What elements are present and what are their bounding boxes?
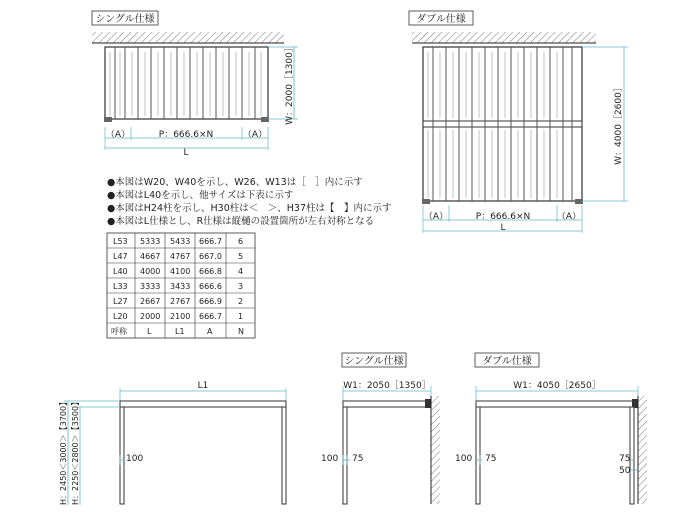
table-cell: L27 (113, 297, 128, 306)
table-cell: 3333 (140, 282, 161, 291)
double-p-label: P：666.6×N (475, 212, 531, 222)
table-cell: 2100 (170, 312, 191, 321)
table-cell: L47 (113, 252, 128, 261)
double-center-beam (423, 121, 582, 127)
table-cell: 3433 (170, 282, 191, 291)
double-w-label: W：4000［2600］ (614, 83, 624, 165)
table-cell: 2 (238, 297, 244, 306)
table-cell: 5 (238, 252, 244, 261)
double-plan-view (409, 11, 628, 233)
double-a-left: （A） (423, 212, 449, 222)
table-cell: 666.8 (199, 267, 222, 276)
single-a-right: （A） (242, 130, 268, 140)
double-front-75a: 75 (485, 454, 497, 464)
table-cell: 666.7 (199, 237, 222, 246)
single-a-left: （A） (105, 130, 131, 140)
double-front-50: 50 (619, 466, 631, 476)
double-front-75b: 75 (619, 454, 631, 464)
single-tag: シングル仕様 (95, 14, 155, 25)
single-w-label: W：2000［1300］ (285, 43, 295, 125)
table-cell: 2767 (170, 297, 191, 306)
double-a-right: （A） (556, 212, 582, 222)
table-cell: 6 (238, 237, 244, 246)
double-front-tag: ダブル仕様 (482, 356, 532, 367)
table-cell: 4 (238, 267, 244, 276)
side-elevation (58, 381, 286, 505)
table-header-cell: N (238, 327, 244, 336)
notes-block (107, 176, 392, 227)
single-front-75: 75 (352, 454, 364, 464)
table-header-cell: 呼称 (111, 327, 127, 336)
table-cell: L33 (113, 282, 128, 291)
size-table (107, 233, 255, 338)
note-line: ●本図はW20、W40を示し、W26、W13は［ ］内に示す (107, 177, 363, 188)
single-w1-label: W1：2050［1350］ (343, 381, 431, 391)
table-cell: 2000 (140, 312, 161, 321)
table-cell: 5333 (140, 237, 161, 246)
note-line: ●本図はL仕様とし、R仕様は縦樋の設置箇所が左右対称となる (107, 216, 375, 227)
table-cell: 1 (238, 312, 244, 321)
table-cell: 5433 (170, 237, 191, 246)
note-line: ●本図はL40を示し、他サイズは下表に示す (107, 190, 294, 201)
single-p-label: P：666.6×N (158, 130, 214, 140)
double-front-elevation (455, 353, 647, 504)
single-l-label: L (183, 148, 189, 158)
table-cell: 666.6 (199, 282, 222, 291)
table-cell: L53 (113, 237, 128, 246)
double-tag: ダブル仕様 (416, 14, 466, 25)
h-total-label: H：2450＜3000＞【3700】 (59, 397, 68, 505)
table-cell: 4000 (140, 267, 161, 276)
table-cell: 2667 (140, 297, 161, 306)
side-100-label: 100 (126, 454, 144, 464)
l1-label: L1 (197, 381, 209, 391)
table-cell: 666.7 (199, 312, 222, 321)
double-p-dimension (423, 205, 582, 233)
table-cell: 667.0 (199, 252, 222, 261)
table-header-cell: L1 (175, 327, 185, 336)
single-front-elevation (321, 353, 440, 504)
single-w-dimension (268, 43, 298, 125)
table-cell: 4667 (140, 252, 161, 261)
table-cell: 3 (238, 282, 244, 291)
wall-hatch (92, 32, 284, 43)
wall-hatch-double (412, 32, 596, 43)
table-cell: L20 (113, 312, 128, 321)
table-cell: 4100 (170, 267, 191, 276)
single-front-100: 100 (321, 454, 339, 464)
double-front-100: 100 (455, 454, 473, 464)
table-cell: 666.9 (199, 297, 222, 306)
single-plan-view (92, 11, 298, 158)
table-cell: L40 (113, 267, 128, 276)
table-cell: 4767 (170, 252, 191, 261)
double-l-label: L (500, 223, 506, 233)
table-header-cell: L (147, 327, 152, 336)
single-front-tag: シングル仕様 (344, 356, 404, 367)
double-w1-label: W1：4050［2650］ (513, 381, 601, 391)
h-clear-label: H：2250＜2800＞【3500】 (71, 397, 80, 505)
table-header-cell: A (207, 327, 213, 336)
note-line: ●本図はH24柱を示し、H30柱は＜ ＞、H37柱は【 】内に示す (107, 203, 392, 214)
single-roof-frame (105, 47, 268, 119)
double-w-dimension (582, 47, 628, 201)
single-p-dimension (105, 127, 268, 158)
